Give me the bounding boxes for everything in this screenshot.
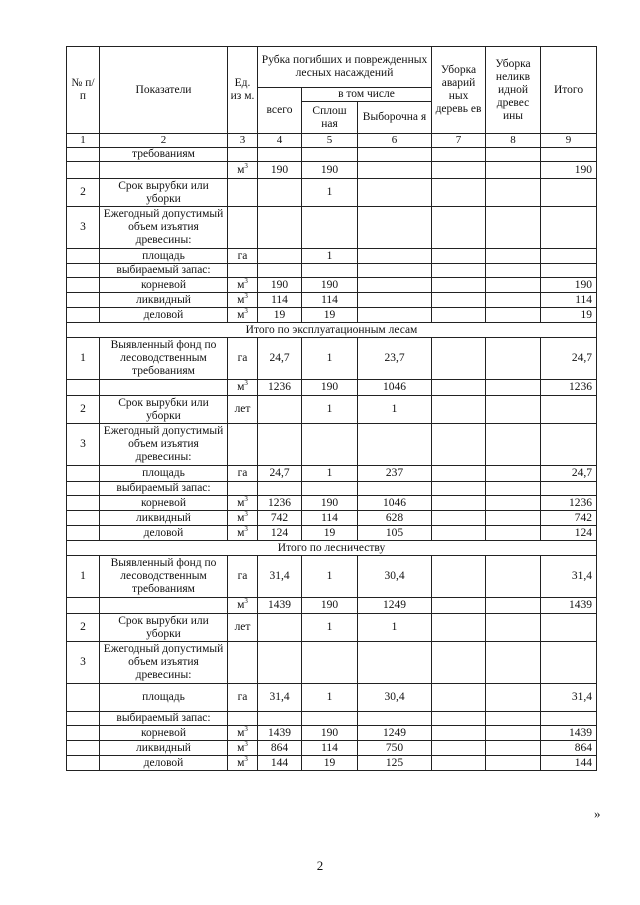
cell xyxy=(486,598,541,614)
header-clear: Сплош ная xyxy=(302,102,358,134)
cell xyxy=(486,308,541,323)
cell xyxy=(432,756,486,771)
cell: 1 xyxy=(302,396,358,424)
cell xyxy=(486,278,541,293)
cell xyxy=(358,162,432,179)
cell xyxy=(432,496,486,511)
cell xyxy=(486,741,541,756)
row-num: 3 xyxy=(67,642,100,684)
unit-cell: га xyxy=(228,249,258,264)
cell: 1249 xyxy=(358,726,432,741)
cell: 1 xyxy=(302,249,358,264)
unit-cell: $м^3$ xyxy=(228,526,258,541)
header-unit: Ед. из м. xyxy=(228,47,258,134)
header-itogo: Итого xyxy=(541,47,597,134)
cell xyxy=(358,308,432,323)
colnum: 2 xyxy=(100,134,228,148)
cell xyxy=(486,556,541,598)
unit-cell: $м^3$ xyxy=(228,380,258,396)
cell: 1439 xyxy=(541,726,597,741)
cell xyxy=(486,756,541,771)
cell: 31,4 xyxy=(541,556,597,598)
data-table xyxy=(66,46,597,771)
cell: 237 xyxy=(358,466,432,482)
row-label: Срок вырубки или уборки xyxy=(100,179,228,207)
header-emergency: Уборка аварий ных деревь ев xyxy=(432,47,486,134)
cell xyxy=(486,466,541,482)
cell xyxy=(486,726,541,741)
cell: 190 xyxy=(258,162,302,179)
unit-cell: $м^3$ xyxy=(228,308,258,323)
cell: 24,7 xyxy=(258,466,302,482)
section-title-forestry: Итого по лесничеству xyxy=(67,541,597,556)
cell: 1 xyxy=(302,466,358,482)
cell: 31,4 xyxy=(258,556,302,598)
cell xyxy=(486,496,541,511)
unit-cell: га xyxy=(228,338,258,380)
row-num: 3 xyxy=(67,207,100,249)
cell xyxy=(358,293,432,308)
unit-cell: $м^3$ xyxy=(228,293,258,308)
cell: 114 xyxy=(302,511,358,526)
cell xyxy=(432,741,486,756)
colnum: 8 xyxy=(486,134,541,148)
cell: 628 xyxy=(358,511,432,526)
cell: 1046 xyxy=(358,496,432,511)
row-label: Ежегодный допустимый объем изъятия древесины: xyxy=(100,642,228,684)
cell: 24,7 xyxy=(541,338,597,380)
unit-cell: $м^3$ xyxy=(228,741,258,756)
cell xyxy=(432,684,486,712)
cell: 190 xyxy=(302,162,358,179)
cell: 114 xyxy=(302,293,358,308)
cell xyxy=(358,278,432,293)
cell: 1 xyxy=(358,614,432,642)
cell: 1236 xyxy=(258,496,302,511)
cell xyxy=(486,338,541,380)
row-label: Выявленный фонд по лесоводственным требованиям xyxy=(100,556,228,598)
cell xyxy=(486,684,541,712)
cell: 19 xyxy=(258,308,302,323)
cell: 144 xyxy=(541,756,597,771)
cell xyxy=(432,278,486,293)
unit-cell: $м^3$ xyxy=(228,162,258,179)
unit-cell: $м^3$ xyxy=(228,598,258,614)
section-title-exploit: Итого по эксплуатационным лесам xyxy=(67,323,597,338)
row-num: 3 xyxy=(67,424,100,466)
unit-cell: $м^3$ xyxy=(228,278,258,293)
row-num: 2 xyxy=(67,614,100,642)
header-num: № п/п xyxy=(67,47,100,134)
cell xyxy=(432,466,486,482)
unit-cell: га xyxy=(228,466,258,482)
row-label: корневой xyxy=(100,278,228,293)
cell xyxy=(432,293,486,308)
colnum: 3 xyxy=(228,134,258,148)
row-label: ликвидный xyxy=(100,293,228,308)
header-indicators: Показатели xyxy=(100,47,228,134)
cell: 742 xyxy=(258,511,302,526)
unit-cell: $м^3$ xyxy=(228,726,258,741)
colnum: 6 xyxy=(358,134,432,148)
cell: 190 xyxy=(302,726,358,741)
cell: 1 xyxy=(302,179,358,207)
cell: 23,7 xyxy=(358,338,432,380)
unit-cell: га xyxy=(228,684,258,712)
cell: 190 xyxy=(302,496,358,511)
cell: 144 xyxy=(258,756,302,771)
cell xyxy=(486,511,541,526)
row-label: Ежегодный допустимый объем изъятия древесины: xyxy=(100,424,228,466)
row-label: площадь xyxy=(100,466,228,482)
cell: 114 xyxy=(258,293,302,308)
unit-cell: лет xyxy=(228,396,258,424)
cell: 1 xyxy=(302,684,358,712)
cell: 30,4 xyxy=(358,556,432,598)
cell: 1046 xyxy=(358,380,432,396)
row-label: площадь xyxy=(100,684,228,712)
cell: 31,4 xyxy=(541,684,597,712)
row-label: Выявленный фонд по лесоводственным требованиям xyxy=(100,338,228,380)
row-label: ликвидный xyxy=(100,511,228,526)
row-num: 2 xyxy=(67,179,100,207)
row-label: выбираемый запас: xyxy=(100,264,228,278)
colnum: 7 xyxy=(432,134,486,148)
header-total: всего xyxy=(258,88,302,134)
cell: 1249 xyxy=(358,598,432,614)
row-label: корневой xyxy=(100,496,228,511)
page-number: 2 xyxy=(316,858,324,873)
header-selective: Выборочна я xyxy=(358,102,432,134)
cell: 190 xyxy=(541,278,597,293)
cell: 19 xyxy=(302,308,358,323)
cell: 30,4 xyxy=(358,684,432,712)
row-label: корневой xyxy=(100,726,228,741)
cell xyxy=(432,598,486,614)
cell: 124 xyxy=(258,526,302,541)
cell xyxy=(432,308,486,323)
cell: 19 xyxy=(541,308,597,323)
cell xyxy=(486,293,541,308)
row-label: деловой xyxy=(100,308,228,323)
cell: 31,4 xyxy=(258,684,302,712)
cell: 750 xyxy=(358,741,432,756)
cell: 190 xyxy=(541,162,597,179)
cell xyxy=(432,162,486,179)
cell: 190 xyxy=(258,278,302,293)
row-label: площадь xyxy=(100,249,228,264)
cell: 1 xyxy=(302,338,358,380)
colnum: 5 xyxy=(302,134,358,148)
closing-quote: » xyxy=(594,806,601,821)
colnum: 9 xyxy=(541,134,597,148)
cell: 742 xyxy=(541,511,597,526)
cell xyxy=(486,380,541,396)
cell: 24,7 xyxy=(541,466,597,482)
unit-cell: га xyxy=(228,556,258,598)
cell: 190 xyxy=(302,380,358,396)
header-including: в том числе xyxy=(302,88,432,102)
row-num: 2 xyxy=(67,396,100,424)
cell xyxy=(486,526,541,541)
row-label: выбираемый запас: xyxy=(100,482,228,496)
unit-cell: $м^3$ xyxy=(228,756,258,771)
cell xyxy=(432,338,486,380)
cell: 24,7 xyxy=(258,338,302,380)
row-label: Ежегодный допустимый объем изъятия древесины: xyxy=(100,207,228,249)
cell: 1236 xyxy=(541,496,597,511)
cell: 1236 xyxy=(258,380,302,396)
cell xyxy=(432,380,486,396)
row-label: Срок вырубки или уборки xyxy=(100,396,228,424)
cell xyxy=(432,511,486,526)
cell: 114 xyxy=(541,293,597,308)
row-label: требованиям xyxy=(100,148,228,162)
cell: 19 xyxy=(302,756,358,771)
header-illiquid: Уборка неликв идной древес ины xyxy=(486,47,541,134)
cell: 1439 xyxy=(258,726,302,741)
cell: 1236 xyxy=(541,380,597,396)
row-num: 1 xyxy=(67,556,100,598)
row-label: ликвидный xyxy=(100,741,228,756)
row-label: выбираемый запас: xyxy=(100,712,228,726)
row-label: деловой xyxy=(100,526,228,541)
row-num xyxy=(67,148,100,162)
cell: 105 xyxy=(358,526,432,541)
cell: 1 xyxy=(302,556,358,598)
cell: 1439 xyxy=(258,598,302,614)
cell: 125 xyxy=(358,756,432,771)
cell: 190 xyxy=(302,598,358,614)
cell: 114 xyxy=(302,741,358,756)
cell: 1 xyxy=(302,614,358,642)
unit-cell: $м^3$ xyxy=(228,496,258,511)
cell: 864 xyxy=(541,741,597,756)
row-label: Срок вырубки или уборки xyxy=(100,614,228,642)
cell xyxy=(432,726,486,741)
cell: 19 xyxy=(302,526,358,541)
cell: 190 xyxy=(302,278,358,293)
colnum: 1 xyxy=(67,134,100,148)
header-felling: Рубка погибших и поврежденных лесных насаждений xyxy=(258,47,432,88)
cell: 864 xyxy=(258,741,302,756)
colnum: 4 xyxy=(258,134,302,148)
cell xyxy=(486,162,541,179)
cell: 1 xyxy=(358,396,432,424)
cell xyxy=(432,556,486,598)
row-label: деловой xyxy=(100,756,228,771)
row-num: 1 xyxy=(67,338,100,380)
unit-cell: лет xyxy=(228,614,258,642)
cell: 1439 xyxy=(541,598,597,614)
unit-cell: $м^3$ xyxy=(228,511,258,526)
cell: 124 xyxy=(541,526,597,541)
cell xyxy=(432,526,486,541)
